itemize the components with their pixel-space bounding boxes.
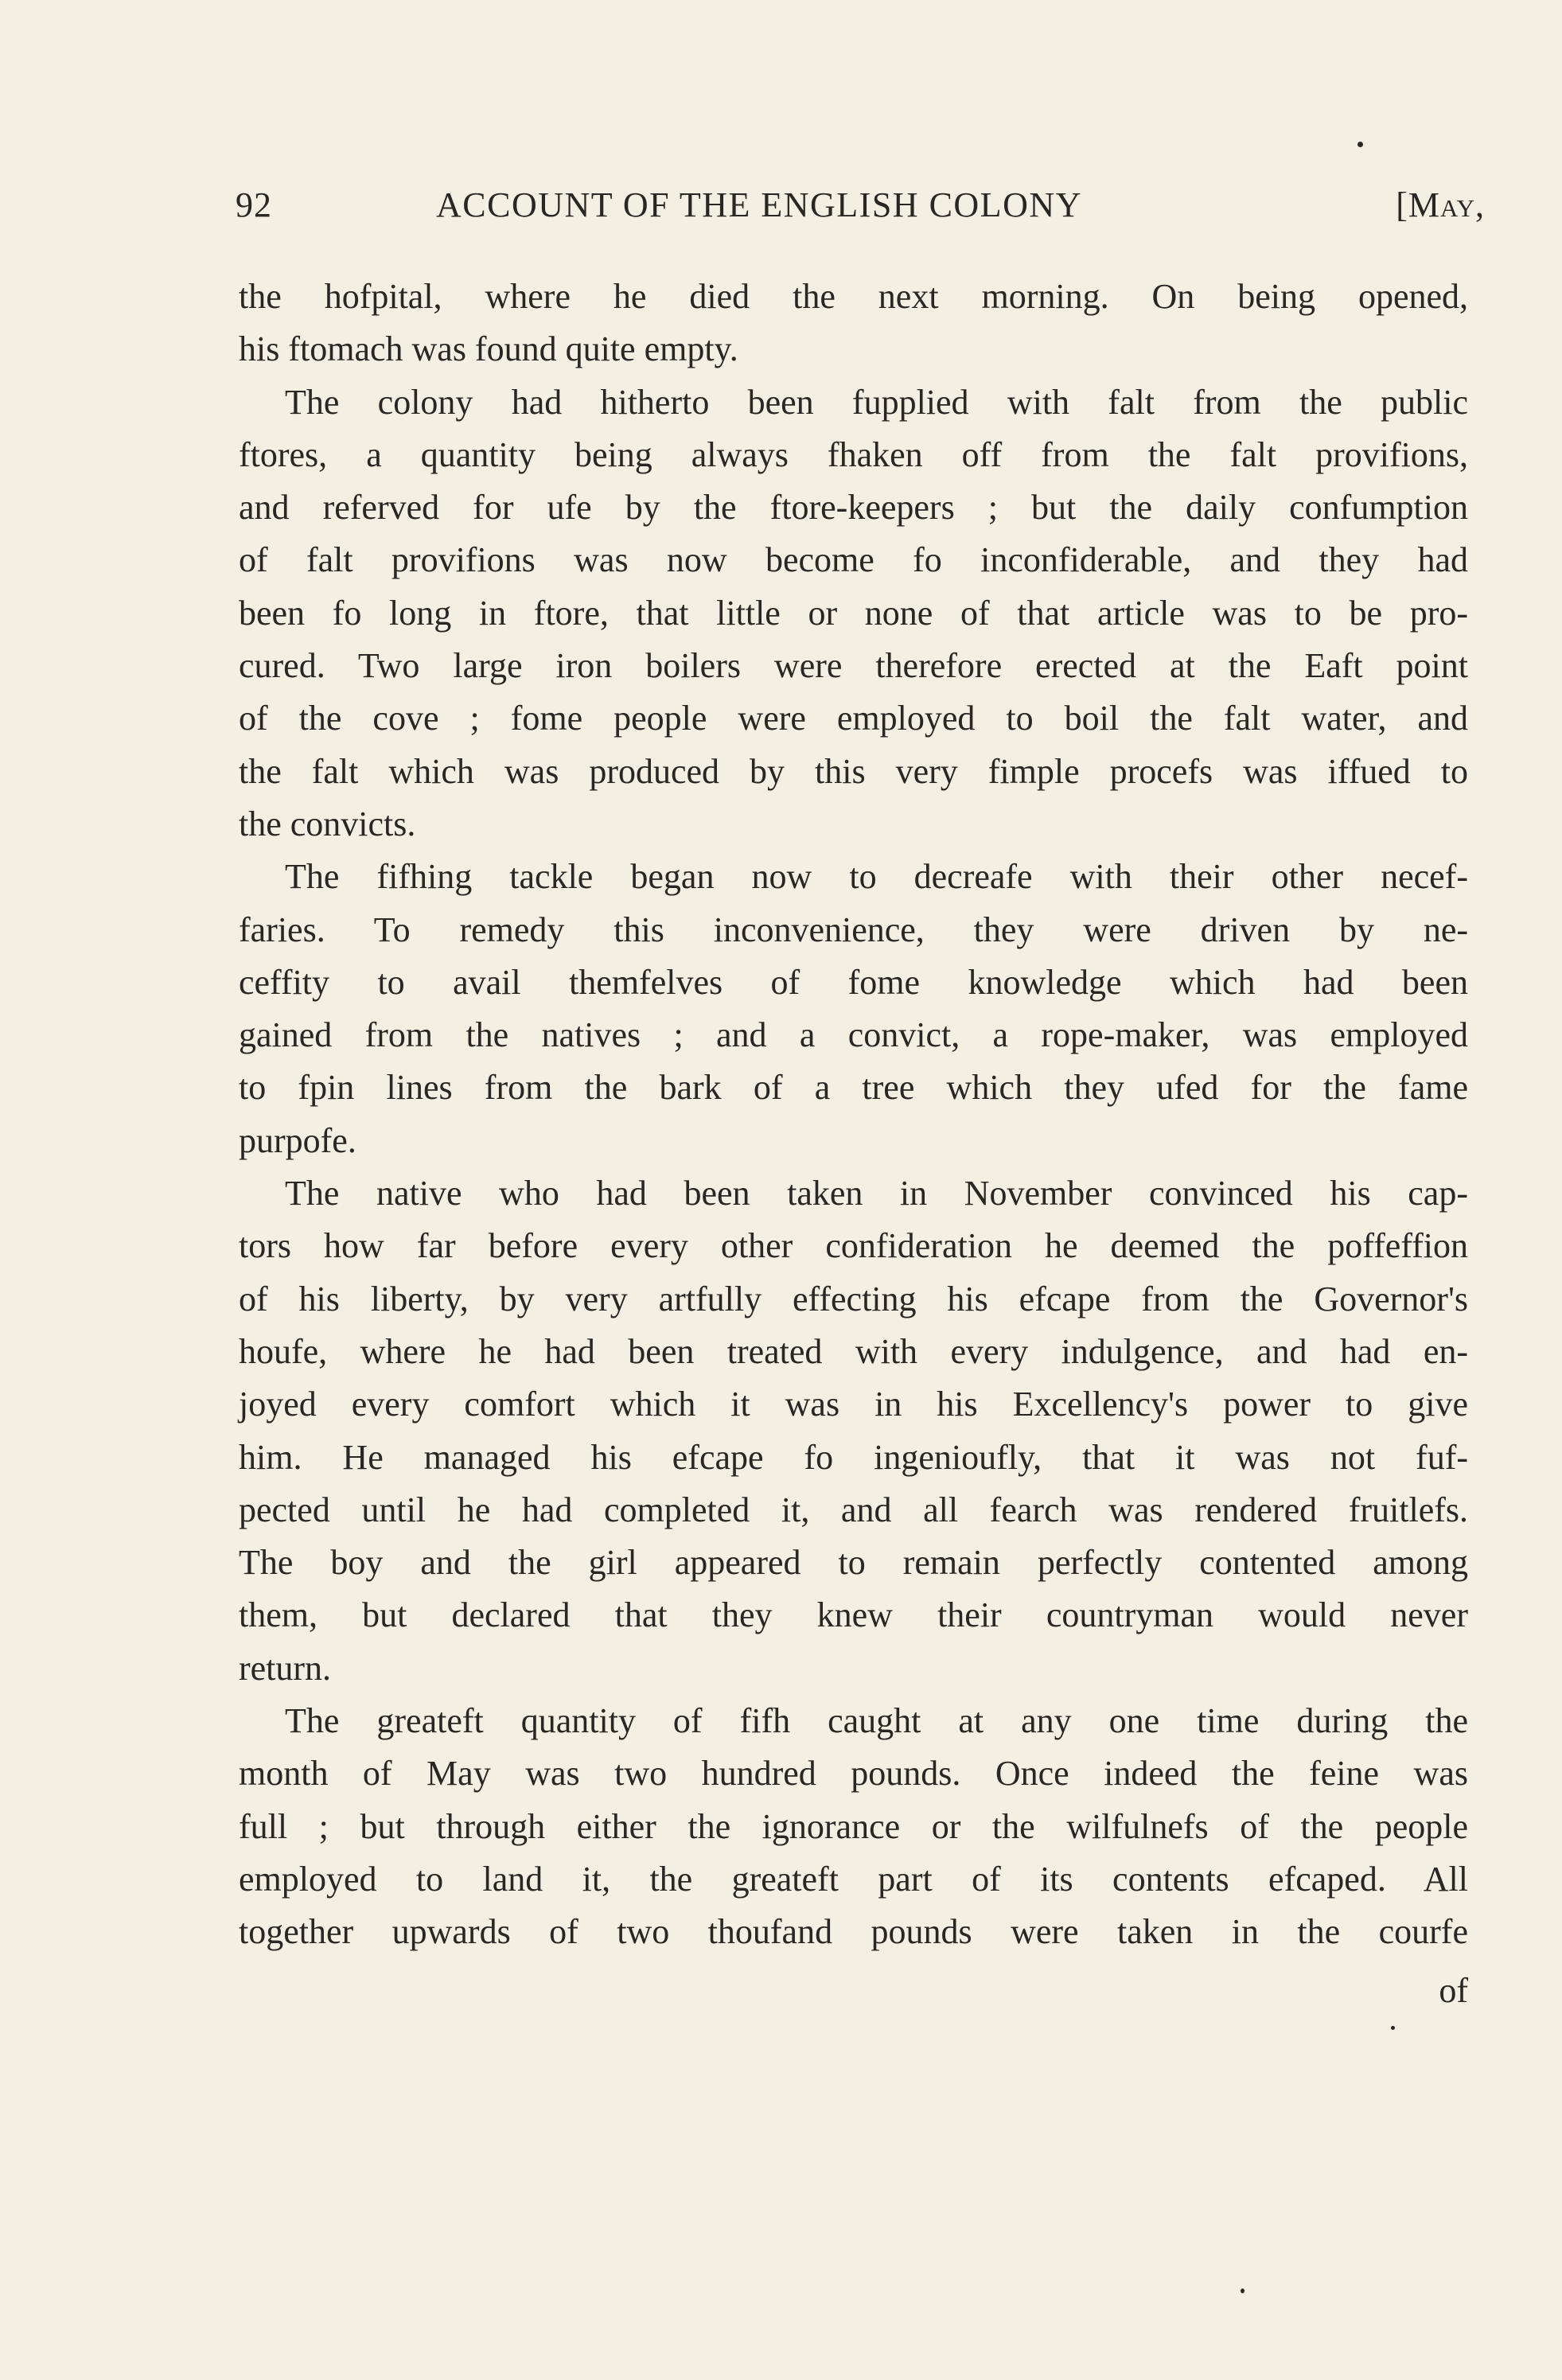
text-line: of falt provifions was now become fo inconfiderable, and they had	[239, 540, 1468, 580]
text-line: faries. To remedy this inconvenience, they were driven by ne-	[239, 910, 1468, 949]
text-line: full ; but through either the ignorance or the wilfulnefs of the people	[239, 1806, 1468, 1846]
text-line: month of May was two hundred pounds. Once indeed the feine was	[239, 1754, 1468, 1794]
paragraph	[239, 1167, 1468, 1695]
text-line: of his liberty, by very artfully effecting his efcape from the Governor's	[239, 1279, 1468, 1319]
ink-speck	[1357, 142, 1363, 147]
paragraph	[239, 851, 1468, 1167]
text-line: and referved for ufe by the ftore-keepers ; but the daily confumption	[239, 488, 1468, 528]
text-line: purpofe.	[239, 1120, 356, 1160]
text-line: pected until he had completed it, and all fearch was rendered fruitlefs.	[239, 1490, 1468, 1529]
text-line: the convicts.	[239, 804, 416, 843]
text-line: The fifhing tackle began now to decreafe with their other necef-	[285, 857, 1468, 897]
text-line: him. He managed his efcape fo ingenioufly, that it was not fuf-	[239, 1437, 1468, 1477]
running-title: ACCOUNT OF THE ENGLISH COLONY	[436, 185, 1082, 224]
text-line: ceffity to avail themfelves of fome knowledge which had been	[239, 962, 1468, 1002]
text-line: of the cove ; fome people were employed to boil the falt water, and	[239, 699, 1468, 738]
text-line: The boy and the girl appeared to remain perfectly contented among	[239, 1543, 1468, 1583]
text-line: gained from the natives ; and a convict, a rope-maker, was employed	[239, 1015, 1468, 1055]
page-header	[236, 185, 1485, 240]
text-line: return.	[239, 1648, 332, 1688]
month-heading: [May,	[1396, 185, 1485, 224]
text-line: cured. Two large iron boilers were therefore erected at the Eaft point	[239, 646, 1468, 686]
text-line: been fo long in ftore, that little or none of that article was to be pro-	[239, 593, 1468, 633]
text-line: employed to land it, the greateft part of its contents efcaped. All	[239, 1859, 1468, 1899]
paragraph	[239, 271, 1468, 376]
ink-speck	[1241, 2288, 1245, 2293]
text-line: to fpin lines from the bark of a tree which they ufed for the fame	[239, 1068, 1468, 1108]
page-number: 92	[236, 185, 272, 224]
text-line: together upwards of two thoufand pounds were taken in the courfe	[239, 1912, 1468, 1952]
text-line: ftores, a quantity being always fhaken off from the falt provifions,	[239, 434, 1468, 474]
text-line: the falt which was produced by this very fimple procefs was iffued to	[239, 751, 1468, 791]
ink-speck	[1391, 2026, 1395, 2030]
text-line: tors how far before every other confideration he deemed the poffeffion	[239, 1226, 1468, 1266]
text-line: joyed every comfort which it was in his Excellency's power to give	[239, 1385, 1468, 1424]
paragraph	[239, 376, 1468, 851]
catchword: of	[1439, 1971, 1468, 2010]
text-line: them, but declared that they knew their countryman would never	[239, 1595, 1468, 1635]
text-line: The greateft quantity of fifh caught at any one time during the	[285, 1701, 1468, 1741]
body-text	[239, 271, 1468, 1959]
text-line: his ftomach was found quite empty.	[239, 329, 738, 369]
paragraph	[239, 1695, 1468, 1958]
text-line: houfe, where he had been treated with every indulgence, and had en-	[239, 1331, 1468, 1371]
text-line: the hofpital, where he died the next morning. On being opened,	[239, 277, 1468, 316]
text-line: The native who had been taken in November convinced his cap-	[285, 1174, 1468, 1213]
text-line: The colony had hitherto been fupplied with falt from the public	[285, 382, 1468, 422]
